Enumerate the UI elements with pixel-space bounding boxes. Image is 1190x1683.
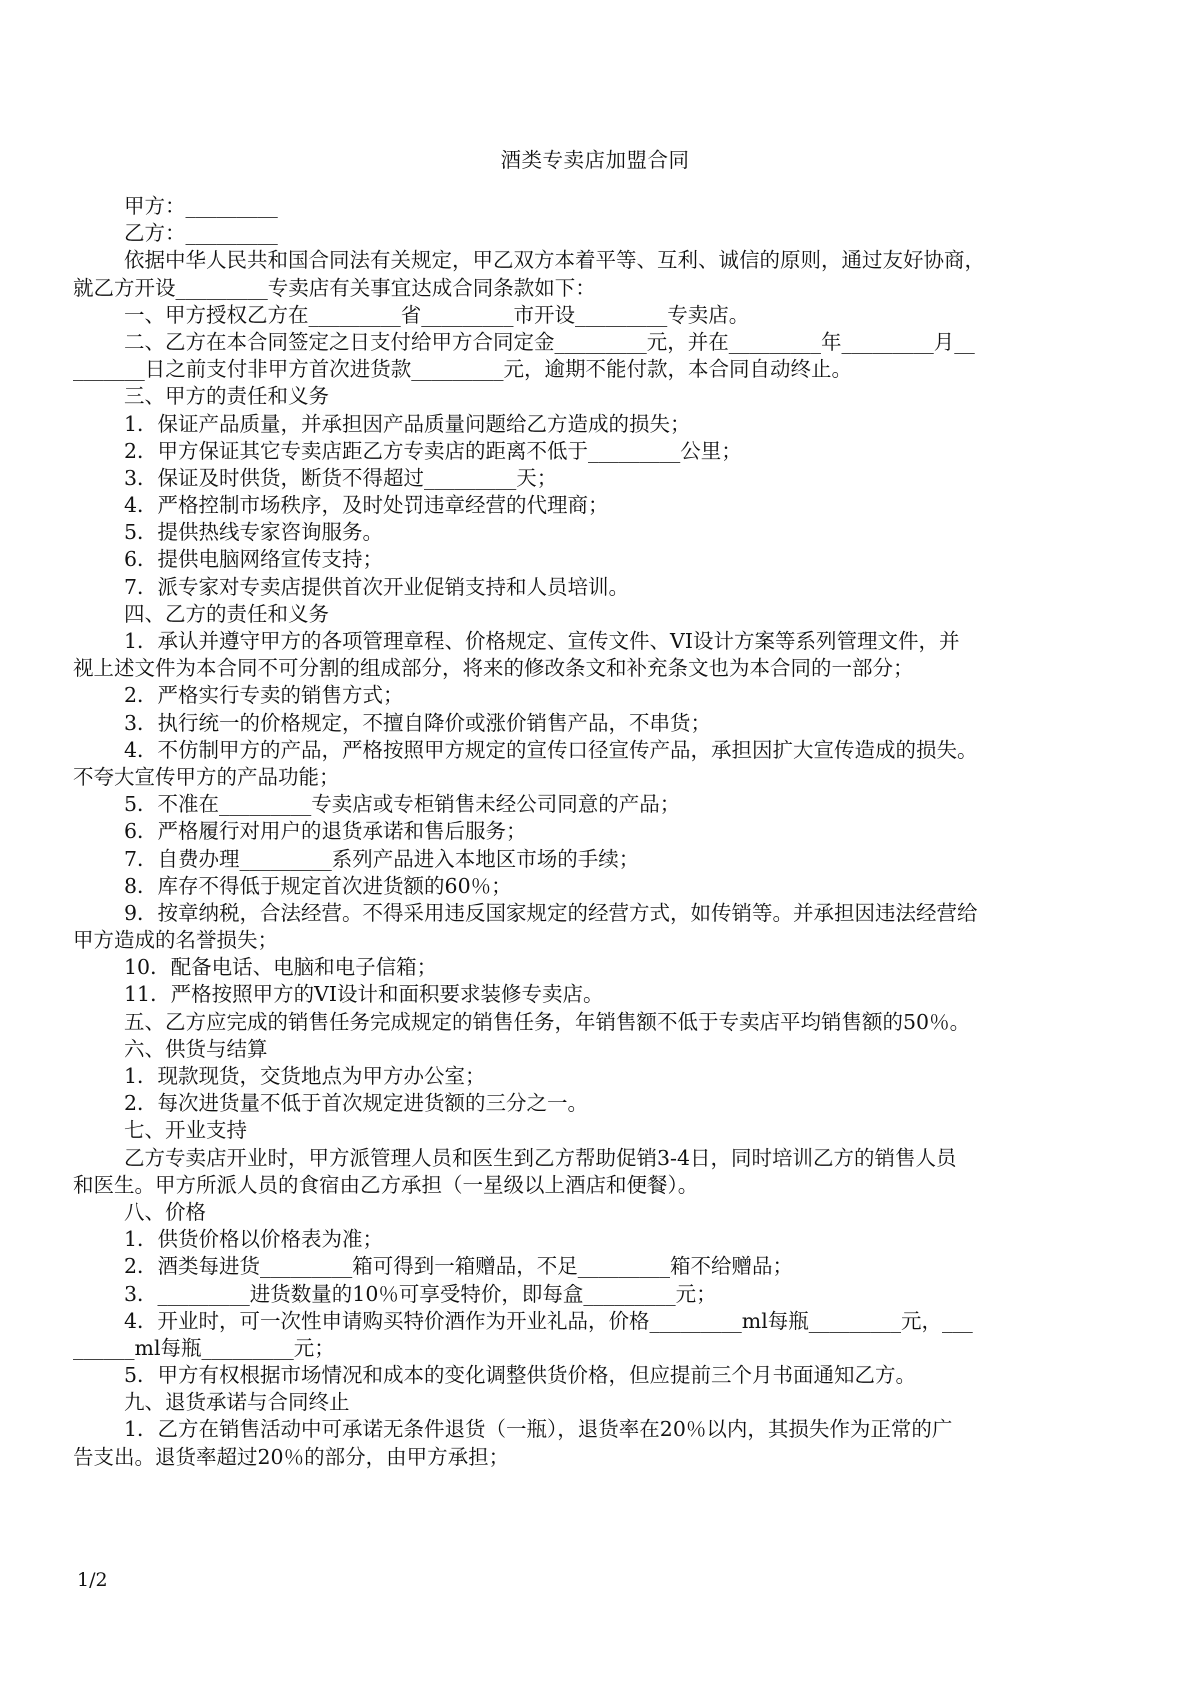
list-item: 8．库存不得低于规定首次进货额的60％； — [124, 873, 512, 898]
list-item: 2．严格实行专卖的销售方式； — [124, 683, 404, 708]
list-item: 2．每次进货量不低于首次规定进货额的三分之一。 — [124, 1091, 589, 1116]
list-item: 5．甲方有权根据市场情况和成本的变化调整供货价格，但应提前三个月书面通知乙方。 — [124, 1363, 917, 1388]
list-item: 11．严格按照甲方的VI设计和面积要求装修专卖店。 — [124, 982, 604, 1007]
list-item: 4．不仿制甲方的产品，严格按照甲方规定的宣传口径宣传产品，承担因扩大宣传造成的损失。 — [124, 737, 978, 762]
section-heading: 五、乙方应完成的销售任务完成规定的销售任务，年销售额不低于专卖店平均销售额的50％。 — [124, 1009, 971, 1034]
list-item-continued: 不夸大宣传甲方的产品功能； — [73, 764, 340, 789]
preamble-line: 就乙方开设_________专卖店有关事宜达成合同条款如下： — [73, 275, 596, 300]
section-heading: 三、甲方的责任和义务 — [124, 384, 329, 409]
list-item: 3．保证及时供货，断货不得超过_________天； — [124, 465, 558, 490]
party-a-line: 甲方：_________ — [124, 194, 278, 218]
list-item: 1．乙方在销售活动中可承诺无条件退货（一瓶），退货率在20％以内，其损失作为正常的广 — [124, 1417, 953, 1442]
clause-1: 一、甲方授权乙方在_________省_________市开设_________专卖店。 — [124, 302, 750, 327]
list-item: 2．甲方保证其它专卖店距乙方专卖店的距离不低于_________公里； — [124, 438, 742, 463]
list-item: 1．现款现货，交货地点为甲方办公室； — [124, 1064, 486, 1088]
list-item: 3．_________进货数量的10％可享受特价，即每盒_________元； — [124, 1281, 717, 1306]
list-item-continued: 视上述文件为本合同不可分割的组成部分，将来的修改条文和补充条文也为本合同的一部分； — [73, 656, 914, 681]
list-item: 1．供货价格以价格表为准； — [124, 1227, 384, 1252]
list-item: 4．严格控制市场秩序，及时处罚违章经营的代理商； — [124, 493, 609, 518]
section-heading: 七、开业支持 — [124, 1118, 247, 1143]
list-item: 6．提供电脑网络宣传支持； — [124, 547, 384, 572]
document-body — [73, 193, 1123, 1471]
list-item: 3．执行统一的价格规定，不擅自降价或涨价销售产品，不串货； — [124, 710, 712, 735]
list-item: 10．配备电话、电脑和电子信箱； — [124, 955, 438, 980]
list-item: 4．开业时，可一次性申请购买特价酒作为开业礼品，价格_________ml每瓶_________元，___ — [124, 1308, 973, 1333]
clause-2: 二、乙方在本合同签定之日支付给甲方合同定金_________元，并在_________年_________月__ — [124, 329, 975, 354]
list-item: 1．承认并遵守甲方的各项管理章程、价格规定、宣传文件、VI设计方案等系列管理文件，并 — [124, 629, 960, 653]
paragraph-line: 乙方专卖店开业时，甲方派管理人员和医生到乙方帮助促销3-4日，同时培训乙方的销售人员 — [124, 1145, 957, 1170]
section-heading: 四、乙方的责任和义务 — [124, 601, 329, 626]
paragraph-line-continued: 和医生。甲方所派人员的食宿由乙方承担（一星级以上酒店和便餐）。 — [73, 1172, 699, 1197]
list-item: 7．自费办理_________系列产品进入本地区市场的手续； — [124, 846, 640, 871]
section-heading: 六、供货与结算 — [124, 1036, 268, 1061]
section-heading: 八、价格 — [124, 1199, 206, 1224]
list-item: 7．派专家对专卖店提供首次开业促销支持和人员培训。 — [124, 574, 630, 599]
list-item: 6．严格履行对用户的退货承诺和售后服务； — [124, 819, 527, 844]
list-item-continued: ______ml每瓶_________元； — [73, 1335, 335, 1360]
clause-2-continued: _______日之前支付非甲方首次进货款_________元，逾期不能付款，本合同自动终止。 — [73, 357, 852, 382]
section-heading: 九、退货承诺与合同终止 — [124, 1390, 350, 1415]
list-item-continued: 告支出。退货率超过20％的部分，由甲方承担； — [73, 1444, 510, 1469]
preamble-line: 依据中华人民共和国合同法有关规定，甲乙双方本着平等、互利、诚信的原则，通过友好协商， — [124, 248, 985, 273]
list-item-continued: 甲方造成的名誉损失； — [73, 928, 278, 953]
page-number: 1/2 — [77, 1569, 108, 1591]
list-item: 2．酒类每进货_________箱可得到一箱赠品，不足_________箱不给赠品； — [124, 1254, 794, 1279]
party-b-line: 乙方：_________ — [124, 221, 278, 246]
list-item: 5．提供热线专家咨询服务。 — [124, 520, 384, 545]
list-item: 5．不准在_________专卖店或专柜销售未经公司同意的产品； — [124, 792, 681, 817]
list-item: 9．按章纳税，合法经营。不得采用违反国家规定的经营方式，如传销等。并承担因违法经营给 — [124, 900, 978, 925]
document-title: 酒类专卖店加盟合同 — [500, 148, 690, 172]
list-item: 1．保证产品质量，并承担因产品质量问题给乙方造成的损失； — [124, 411, 691, 436]
